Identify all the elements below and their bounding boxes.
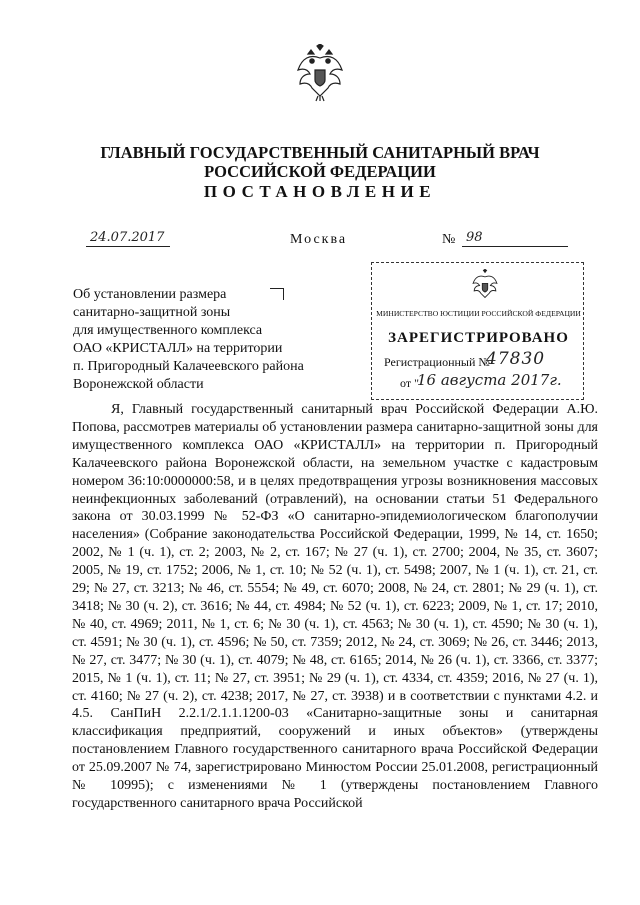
- issuer-title: [0, 143, 640, 181]
- stamp-reg-date: 16 августа 2017г.: [417, 371, 562, 389]
- subject-line: для имущественного комплекса: [73, 323, 263, 338]
- issuer-line-2: РОССИЙСКОЙ ФЕДЕРАЦИИ: [204, 162, 436, 181]
- stamp-emblem-icon: [472, 269, 498, 301]
- stamp-reg-label: Регистрационный №: [384, 355, 490, 369]
- issuer-line-1: ГЛАВНЫЙ ГОСУДАРСТВЕННЫЙ САНИТАРНЫЙ ВРАЧ: [100, 143, 540, 162]
- subject-corner-mark: [270, 288, 284, 300]
- subject-line: санитарно-защитной зоны: [73, 305, 231, 320]
- registration-stamp: [371, 262, 584, 400]
- subject-line: Об установлении размера: [73, 287, 227, 302]
- subject-line: п. Пригородный Калачеевского района: [73, 359, 304, 374]
- document-type-heading: ПОСТАНОВЛЕНИЕ: [203, 182, 437, 201]
- coat-of-arms-icon: [296, 44, 344, 102]
- document-city: Москва: [290, 232, 348, 247]
- document-date: 24.07.2017: [86, 230, 170, 247]
- subject-line: Воронежской области: [73, 377, 204, 392]
- document-number: 98: [462, 230, 568, 247]
- document-body: Я, Главный государственный санитарный врач Российской Федерации А.Ю. Попова, рассмотрев материалы об установлении размера санитарно-защитной зоны для имущественного комплекса ОАО «КРИСТАЛЛ» на территории п. Пригородный Калачеевского района Воронежской области, на земельном участке с кадастровым номером 36:10:0000000:58, и в целях предотвращения угрозы возникновения массовых неинфекционных заболеваний (отравлений), на основании статьи 51 Федерального закона от 30.03.1999 № 52-ФЗ «О санитарно-эпидемиологическом благополучии населения» (Собрание законодательства Российской Федерации, 1999, № 14, ст. 1650; 2002, № 1 (ч. 1), ст. 2; 2003, № 2, ст. 167; № 27 (ч. 1), ст. 2700; 2004, № 35, ст. 3607; 2005, № 19, ст. 1752; 2006, № 1, ст. 10; № 52 (ч. 1), ст. 5498; 2007, № 1 (ч. 1), ст. 21, ст. 29; № 27, ст. 3213; № 46, ст. 5554; № 49, ст. 6070; 2008, № 24, ст. 2801; № 29 (ч. 1), ст. 3418; № 30 (ч. 2), ст. 3616; № 44, ст. 4984; № 52 (ч. 1), ст. 6223; 2009, № 1, ст. 17; 2010, № 40, ст. 4969; 2011, № 1, ст. 6; № 30 (ч. 1), ст. 4563; № 30 (ч. 1), ст. 4590; № 30 (ч. 1), ст. 4591; № 30 (ч. 1), ст. 4596; № 50, ст. 7359; 2012, № 24, ст. 3069; № 26, ст. 3446; 2013, № 27, ст. 3477; № 30 (ч. 1), ст. 4079; № 48, ст. 6165; 2014, № 26 (ч. 1), ст. 3366, ст. 3377; 2015, № 1 (ч. 1), ст. 11; № 27, ст. 3951; № 29 (ч. 1), ст. 4334, ст. 4359; 2016, № 27 (ч. 1), ст. 4160; № 27 (ч. 2), ст. 4238; 2017, № 27, ст. 3938) и в соответствии с пунктами 4.2. и 4.5. СанПиН 2.2.1/2.1.1.1200-03 «Санитарно-защитные зоны и санитарная классификация предприятий, сооружений и иных объектов» (утверждены постановлением Главного государственного санитарного врача Российской Федерации от 25.09.2007 № 74, зарегистрировано Минюстом России 25.01.2008, регистрационный № 10995); с изменениями № 1 (утверждены постановлением Главного государственного санитарного врача Российской: [72, 402, 598, 811]
- document-subject: [73, 286, 333, 394]
- stamp-reg-number: 47830: [486, 349, 546, 369]
- stamp-from-label: от ": [400, 376, 419, 390]
- stamp-registered-title: ЗАРЕГИСТРИРОВАНО: [388, 330, 569, 346]
- subject-line: ОАО «КРИСТАЛЛ» на территории: [73, 341, 283, 356]
- stamp-ministry: МИНИСТЕРСТВО ЮСТИЦИИ РОССИЙСКОЙ ФЕДЕРАЦИИ: [376, 309, 581, 318]
- document-number-label: №: [442, 232, 456, 247]
